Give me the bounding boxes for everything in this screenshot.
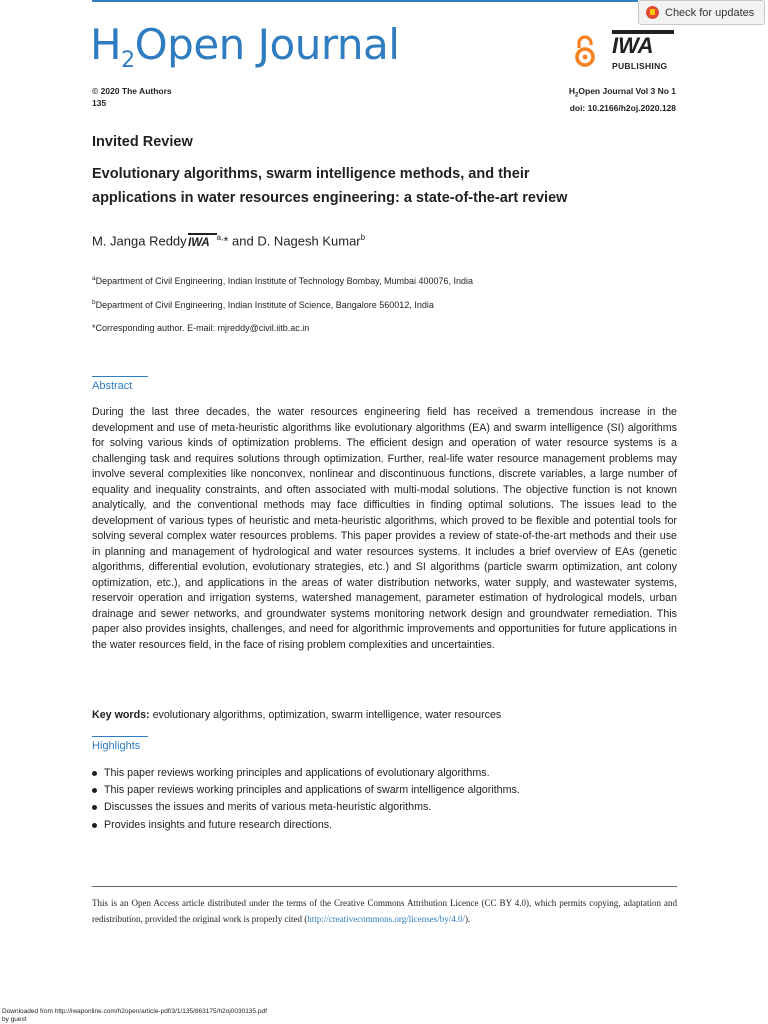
author-name[interactable]: and D. Nagesh Kumar	[228, 233, 361, 249]
list-item: Provides insights and future research directions.	[92, 817, 677, 834]
iwa-publishing-logo	[612, 30, 674, 72]
affiliation-b: $^b$Department of Civil Engineering, Indian Institute of Science, Bangalore 560012, India	[92, 299, 434, 310]
author-name[interactable]: M. Janga Reddy	[92, 233, 187, 249]
iwa-member-icon	[188, 233, 217, 246]
copyright-line: © 2020 The Authors	[92, 86, 172, 96]
corresponding-author: *Corresponding author. E-mail: mjreddy@civil.iitb.ac.in	[92, 323, 310, 333]
highlights-rule	[92, 736, 148, 737]
check-for-updates-label: Check for updates	[665, 6, 755, 19]
author-list: M. Janga Reddy IWA $^{a,}$* and D. Nagesh Kumar$^b$	[92, 233, 366, 249]
article-meta-right	[569, 85, 676, 114]
download-notice: Downloaded from http://iwaponline.com/h2open/article-pdf/3/1/135/863175/h2oj0030135.pdf by guest	[2, 1008, 267, 1023]
highlights-heading: Highlights	[92, 740, 141, 752]
check-for-updates-button[interactable]	[638, 0, 765, 25]
issue-line: $H_2Open$ Journal Vol 3 No 1	[568, 86, 676, 99]
article-type: Invited Review	[92, 134, 193, 150]
affiliation-a: $^a$Department of Civil Engineering, Indian Institute of Technology Bombay, Mumbai 400076, India	[92, 275, 474, 286]
doi-line: doi: 10.2166/h2oj.2020.128	[569, 102, 676, 113]
abstract-rule	[92, 376, 148, 377]
article-title: Evolutionary algorithms, swarm intelligence methods, and their applications in water resources engineering: a state-of-the-art review	[92, 166, 568, 206]
abstract-text: During the last three decades, the water resources engineering field has received a tremendous increase in the development and use of meta-heuristic algorithms like evolutionary algorithms (EA) and swarm intelligence (SI) algorithms for solving various kinds of optimization problems. The efficient design and operation of water resource systems is a challenging task and requires solutions through optimization. Further, real-life water resource management problems may involve several complexities like nonconvex, nonlinear and discontinuous functions, discrete variables, a large number of equality and inequality constraints, and often associated with multi-modal solutions. The objective function is not known analytically, and the conventional methods may face difficulties in finding optimal solutions. The issues lead to the development of various types of heuristic and meta-heuristic algorithms, which proved to be flexible and potential tools for solving several complex water resources problems. This paper provides a review of state-of-the-art methods and their use in planning and management of hydrological and water resources systems. It includes a brief overview of EAs (genetic algorithms, differential evolution, evolutionary strategies, etc.) and SI algorithms (particle swarm optimization, ant colony optimization, etc.), and applications in the areas of water distribution networks, water supply, and wastewater systems, reservoir operation and irrigation systems, watershed management, parameter estimation of hydrological models, urban drainage and sewer networks, and groundwater systems monitoring network design and groundwater remediation. This paper also provides insights, challenges, and need for algorithmic improvements and opportunities for future applications in the water resources field, in the face of rising problem complexities and uncertainties.	[92, 406, 677, 651]
page-number: 135	[92, 98, 107, 108]
list-item: This paper reviews working principles and applications of evolutionary algorithms.	[92, 765, 677, 782]
list-item: Discusses the issues and merits of various meta-heuristic algorithms.	[92, 799, 677, 816]
license-link[interactable]: http://creativecommons.org/licenses/by/4.0/	[307, 914, 466, 924]
license-notice: This is an Open Access article distributed under the terms of the Creative Commons Attribution Licence (CC BY 4.0), which permits copying, adaptation and redistribution, provided the original work is properly cited (http://creativecommons.org/licenses/by/4.0/).	[92, 898, 677, 924]
abstract-heading: Abstract	[92, 380, 133, 392]
publisher-name: PUBLISHING	[612, 61, 668, 71]
highlights-list	[92, 765, 677, 834]
article-meta-left	[92, 85, 172, 109]
svg-text:IWA: IWA	[612, 33, 654, 54]
journal-title: $H_2Open$ Journal	[90, 20, 400, 73]
open-access-icon	[574, 34, 596, 68]
crossmark-icon	[646, 6, 659, 19]
footer-rule	[92, 886, 677, 887]
svg-text:IWA: IWA	[187, 237, 210, 247]
iwa-logo-mark	[612, 30, 674, 54]
header-rule	[92, 0, 638, 2]
list-item: This paper reviews working principles and applications of swarm intelligence algorithms.	[92, 782, 677, 799]
keywords: Key words: evolutionary algorithms, optimization, swarm intelligence, water resources	[92, 709, 502, 721]
